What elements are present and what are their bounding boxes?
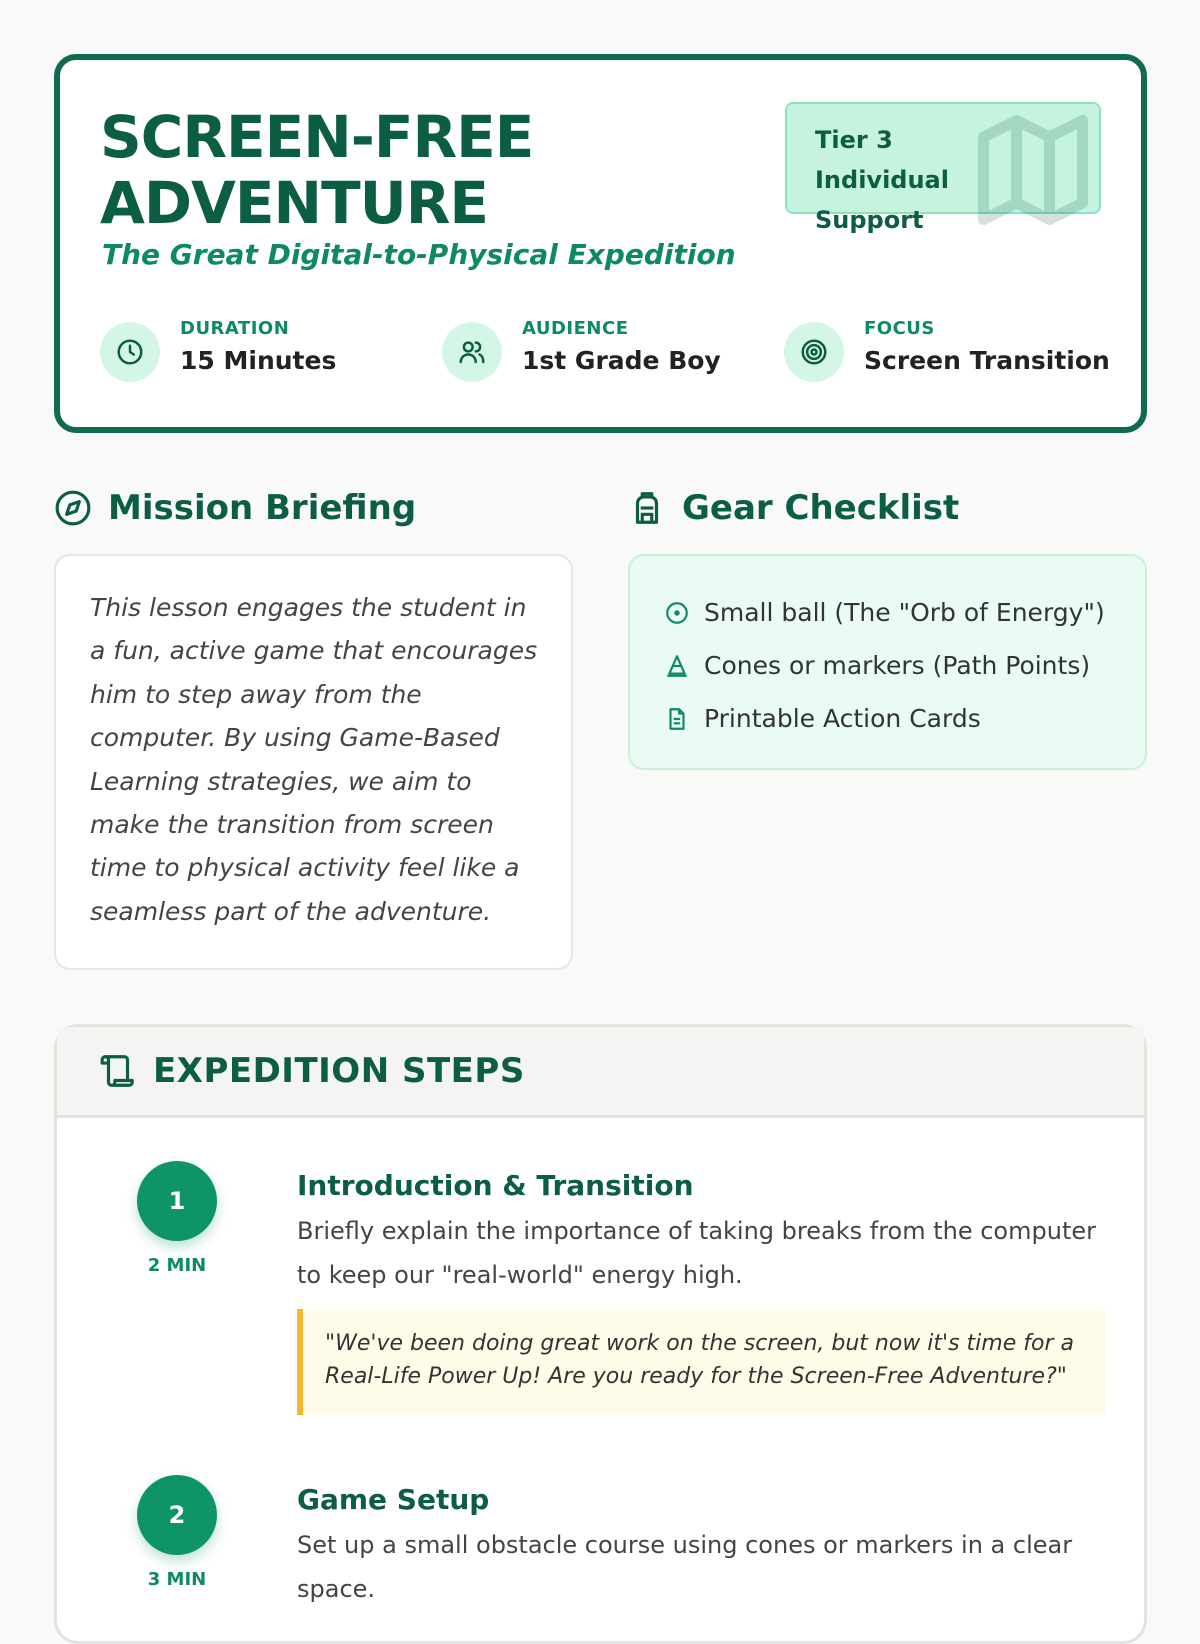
expedition-steps (54, 1024, 1147, 1644)
lesson-header-card (54, 54, 1147, 433)
gear-item (664, 639, 1117, 692)
gear-item-label: Printable Action Cards (704, 704, 981, 733)
circle-dot-icon (664, 600, 690, 626)
clock-icon (100, 322, 160, 382)
briefing-heading-text: Mission Briefing (108, 488, 417, 528)
tier-badge-label: Tier 3 Individual Support (815, 126, 949, 234)
step-title: Introduction & Transition (297, 1169, 694, 1202)
gear-checklist (628, 554, 1147, 770)
step-title: Game Setup (297, 1483, 490, 1516)
cone-icon (664, 653, 690, 679)
gear-heading-text: Gear Checklist (682, 488, 960, 528)
step-duration: 2 MIN (147, 1255, 207, 1276)
backpack-icon (628, 489, 666, 527)
meta-label: DURATION (180, 318, 290, 339)
briefing-heading (54, 488, 416, 528)
meta-value: 1st Grade Boy (522, 346, 721, 375)
scroll-icon (99, 1052, 137, 1090)
gear-heading (628, 488, 959, 528)
meta-value: 15 Minutes (180, 346, 337, 375)
users-icon (442, 322, 502, 382)
file-text-icon (664, 706, 690, 732)
meta-label: AUDIENCE (522, 318, 629, 339)
tier-badge (785, 102, 1101, 234)
step-duration: 3 MIN (147, 1569, 207, 1590)
briefing-card (54, 554, 573, 970)
page-subtitle: The Great Digital-to-Physical Expedition (102, 238, 736, 271)
steps-heading: EXPEDITION STEPS (153, 1051, 525, 1091)
briefing-text: This lesson engages the student in a fun, active game that encourages him to step away from the computer. By using Game-Based Learning strategies, we aim to make the transition from screen time to physical activity feel like a seamless part of the adventure. (90, 593, 538, 926)
gear-item (664, 586, 1117, 639)
step-number: 1 (137, 1161, 217, 1241)
step-description: Set up a small obstacle course using cones or markers in a clear space. (297, 1531, 1073, 1603)
meta-label: FOCUS (864, 318, 935, 339)
page-title: SCREEN-FREE ADVENTURE (100, 103, 534, 237)
meta-value: Screen Transition (864, 346, 1110, 375)
step-quote: "We've been doing great work on the screen, but now it's time for a Real-Life Power Up! Are you ready for the Screen-Free Adventure?" (297, 1309, 1105, 1415)
steps-header (57, 1027, 1144, 1118)
compass-icon (54, 489, 92, 527)
gear-item (664, 692, 1117, 745)
target-icon (784, 322, 844, 382)
gear-item-label: Small ball (The "Orb of Energy") (704, 598, 1105, 627)
step-description: Briefly explain the importance of taking breaks from the computer to keep our "real-world" energy high. (297, 1217, 1096, 1289)
gear-item-label: Cones or markers (Path Points) (704, 651, 1091, 680)
step-number: 2 (137, 1475, 217, 1555)
